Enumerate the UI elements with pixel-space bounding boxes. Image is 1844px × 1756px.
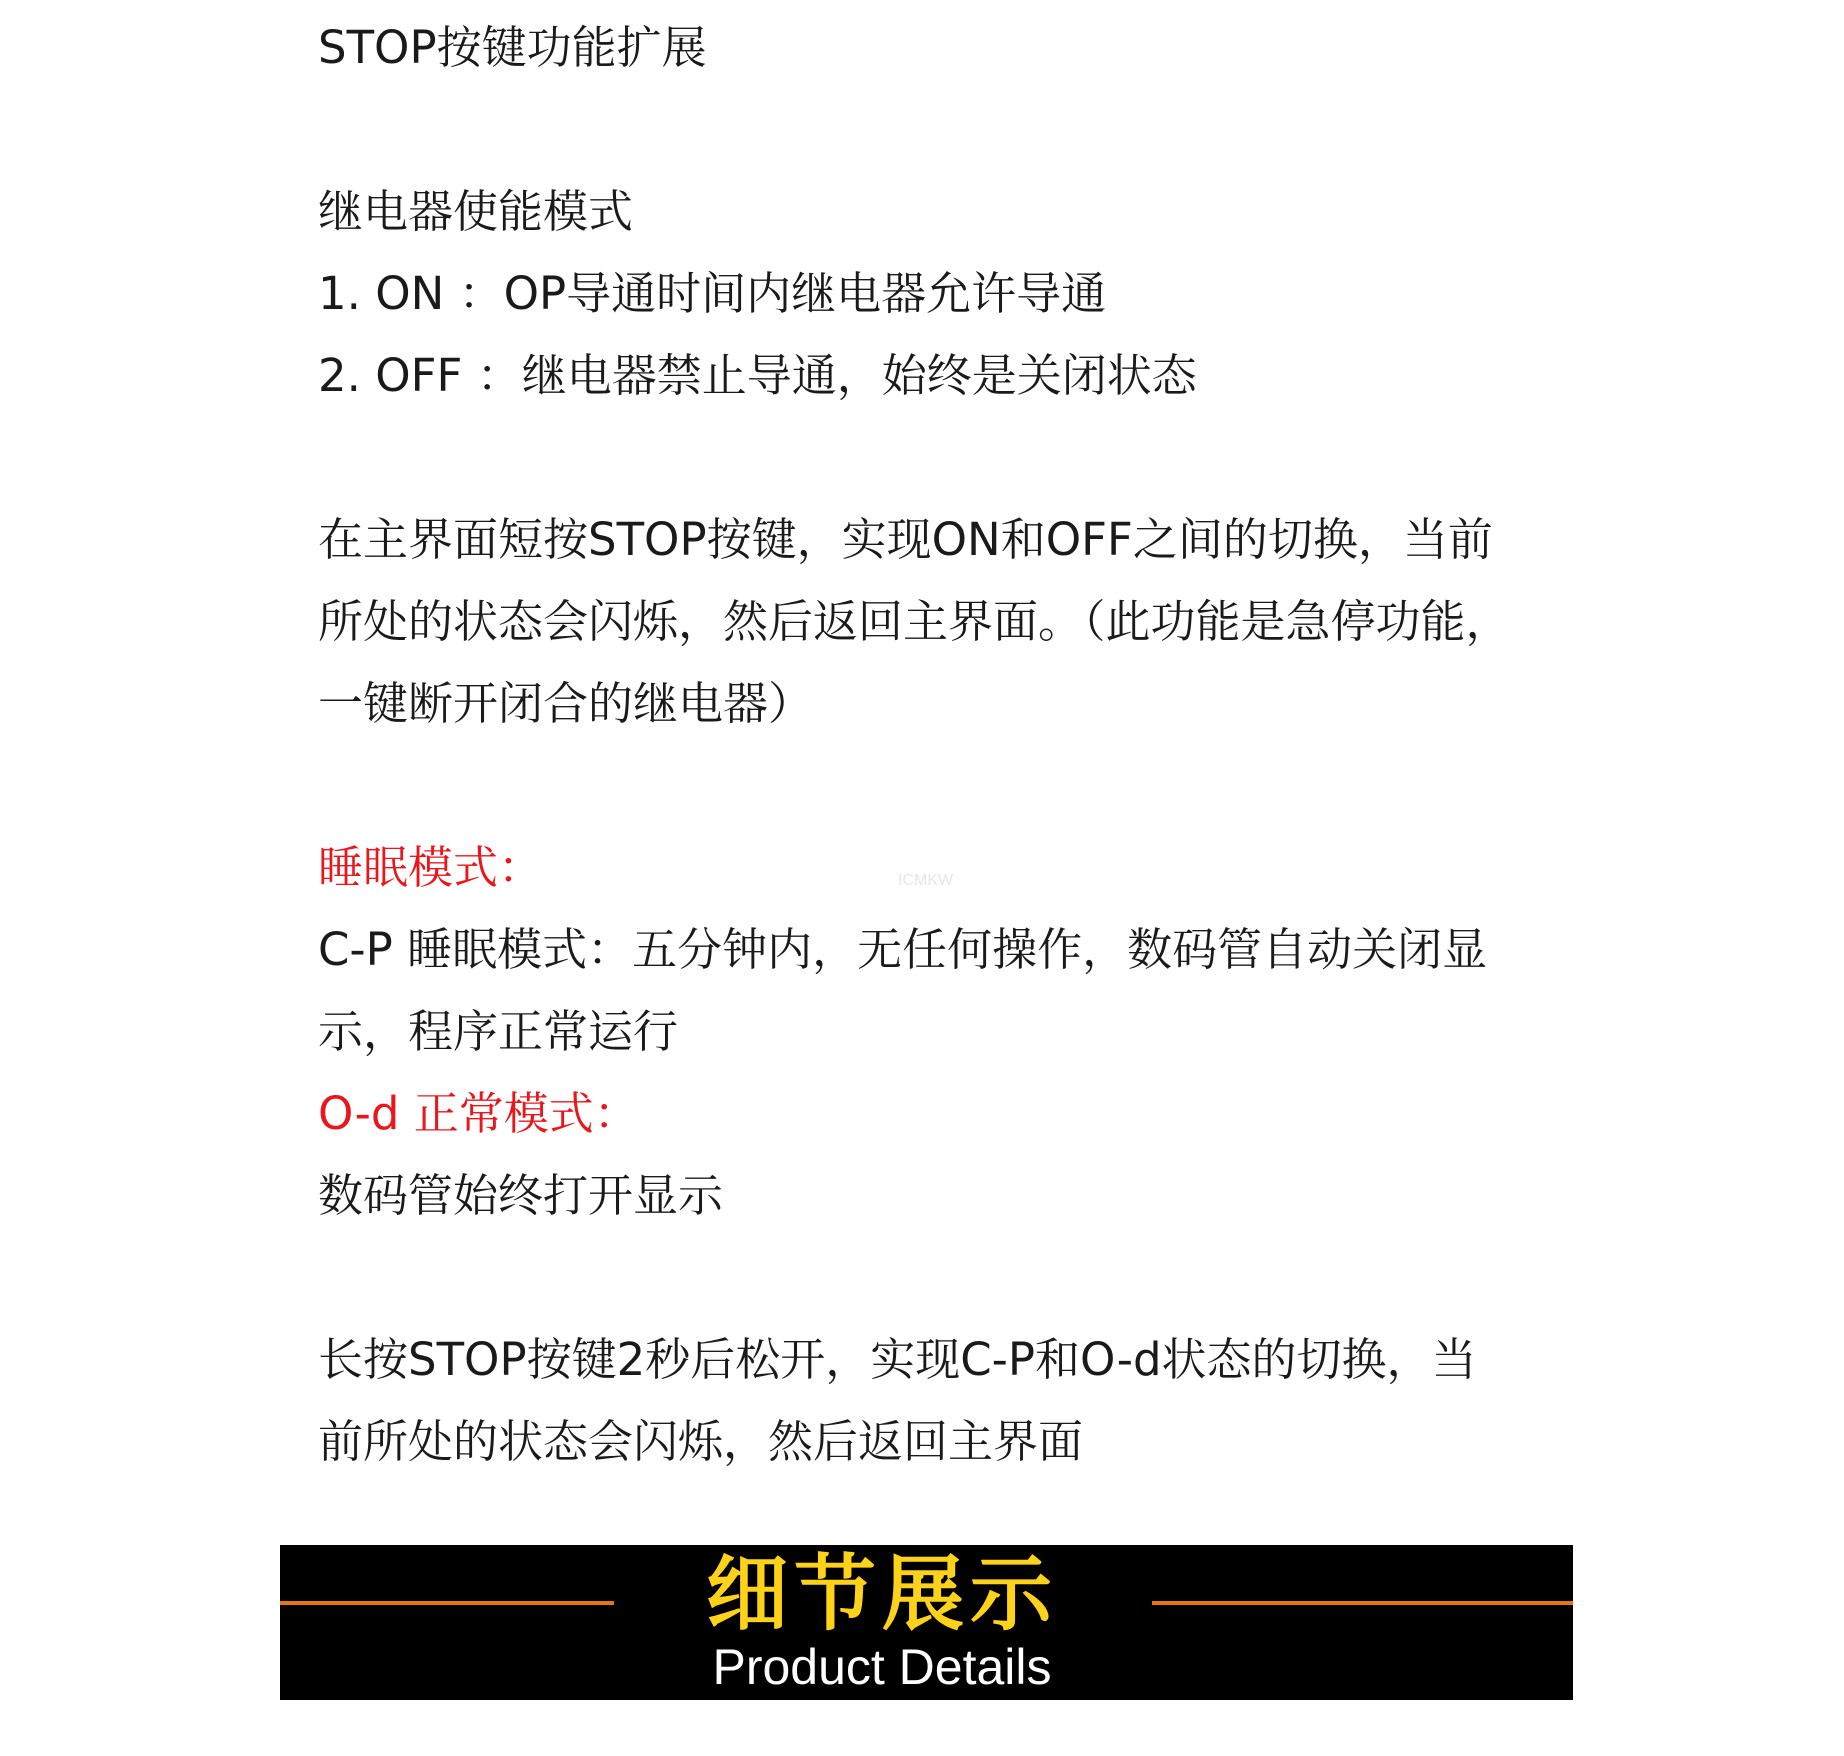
short-press-line-1: 在主界面短按STOP按键，实现ON和OFF之间的切换，当前 — [318, 513, 1493, 566]
short-press-line-3: 一键断开闭合的继电器） — [318, 677, 814, 730]
banner-title-en: Product Details — [712, 1639, 1052, 1695]
banner-title-cn: 细节展示 — [705, 1547, 1058, 1642]
sleep-mode-desc-line-1: C-P 睡眠模式：五分钟内，无任何操作，数码管自动关闭显 — [318, 923, 1488, 976]
sleep-mode-title: 睡眠模式： — [318, 841, 544, 894]
long-press-line-1: 长按STOP按键2秒后松开，实现C-P和O-d状态的切换，当 — [318, 1333, 1477, 1386]
short-press-line-2: 所处的状态会闪烁，然后返回主界面。（此功能是急停功能， — [318, 595, 1511, 648]
normal-mode-desc: 数码管始终打开显示 — [318, 1169, 724, 1222]
relay-mode-off-item: 2. OFF ：继电器禁止导通，始终是关闭状态 — [318, 349, 1197, 402]
normal-mode-title: O-d 正常模式： — [318, 1087, 639, 1140]
watermark: ICMKW — [898, 872, 954, 889]
sleep-mode-desc-line-2: 示，程序正常运行 — [318, 1005, 679, 1058]
product-details-banner — [280, 1545, 1573, 1700]
relay-mode-on-item: 1. ON ：OP导通时间内继电器允许导通 — [318, 267, 1107, 320]
section-heading: STOP按键功能扩展 — [318, 21, 707, 74]
long-press-line-2: 前所处的状态会闪烁，然后返回主界面 — [318, 1415, 1084, 1468]
relay-mode-title: 继电器使能模式 — [318, 185, 634, 238]
